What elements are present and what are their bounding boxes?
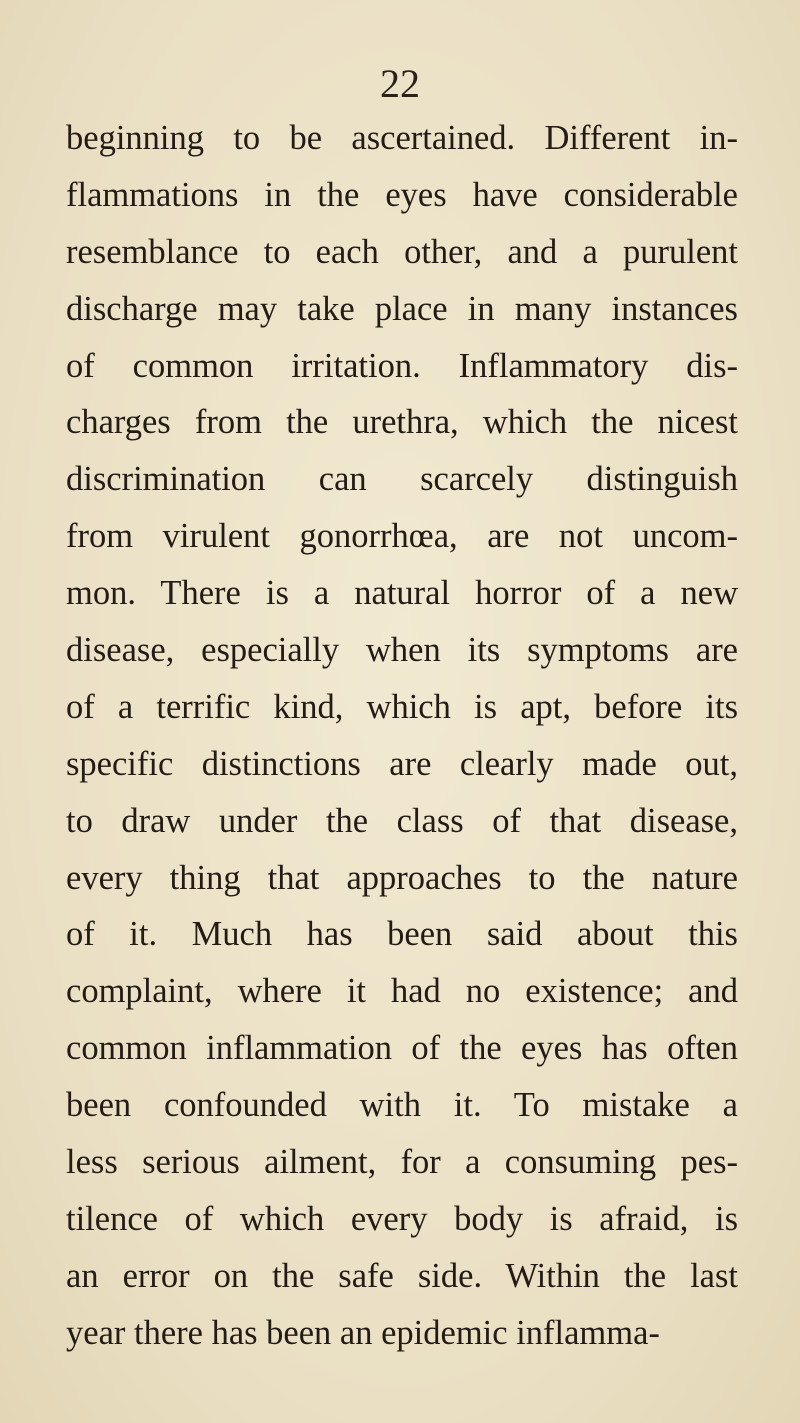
text-line: discharge may take place in many instances [66, 289, 738, 328]
body-text [66, 110, 738, 1362]
text-line: tilence of which every body is afraid, is [66, 1199, 738, 1238]
text-line: beginning to be ascertained. Different in- [66, 119, 738, 157]
text-line: complaint, where it had no existence; and [66, 972, 738, 1011]
text-line: of it. Much has been said about this [66, 915, 738, 954]
text-line: common inflammation of the eyes has often [66, 1029, 738, 1068]
page-number: 22 [380, 61, 420, 106]
text-line: of common irritation. Inflammatory dis- [66, 346, 738, 385]
text-line: every thing that approaches to the nature [66, 858, 738, 897]
text-line: flammations in the eyes have considerable [66, 175, 738, 214]
text-line: year there has been an epidemic inflamma- [66, 1313, 660, 1352]
text-line: to draw under the class of that disease, [66, 801, 738, 840]
text-line: an error on the safe side. Within the last [66, 1256, 738, 1295]
text-line: less serious ailment, for a consuming pes- [66, 1143, 738, 1182]
text-line: been confounded with it. To mistake a [66, 1086, 738, 1125]
text-line: resemblance to each other, and a purulent [66, 232, 738, 271]
text-line: discrimination can scarcely distinguish [66, 460, 738, 499]
text-line: charges from the urethra, which the nicest [66, 403, 738, 442]
text-line: disease, especially when its symptoms are [66, 631, 738, 670]
text-line: from virulent gonorrhœa, are not uncom- [66, 517, 738, 556]
text-line: of a terrific kind, which is apt, before its [66, 687, 738, 726]
text-line: mon. There is a natural horror of a new [66, 574, 738, 613]
text-line: specific distinctions are clearly made out, [66, 744, 738, 783]
